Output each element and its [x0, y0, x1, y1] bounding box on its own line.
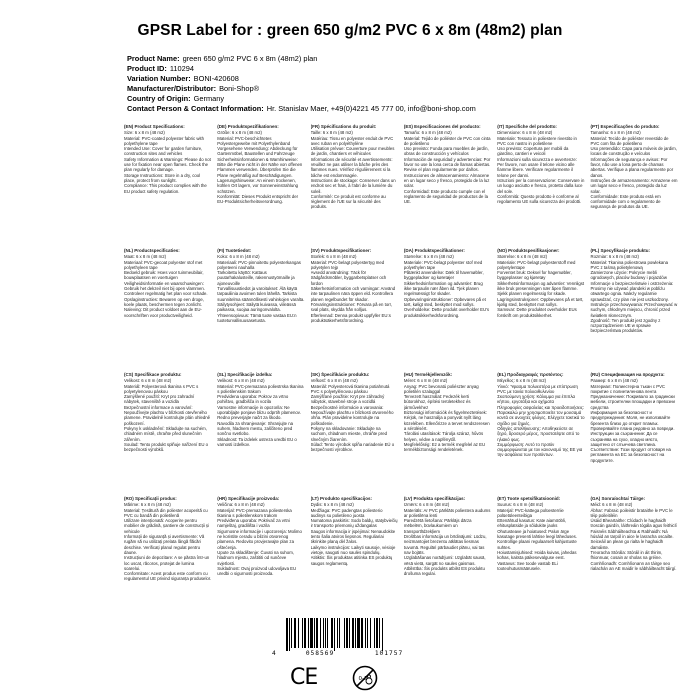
spec-block-sv: (SV) Produktspecifikationer: Storlek: 6 x 8 m (48 m2) Material: PVC-belagt polyestertyg med polyetylen tejp Avsedd användning: Täck för trädgårdsmöbler, byggarbetsplatser och fordon Säkerhetsinformation och varningar: Använd inte tarpaulinen nära öppen eld. Kontrollera planen regelbundet för skador. Förvaringsinstruktioner: Förvara på en torr, sval plats, skydda från solljus. Efterlevnad: Denna produkt uppfyller EU:s produktsäkerhetsförordning.	[310, 248, 396, 323]
meta-product-name: Product Name: green 650 g/m2 PVC 6 x 8m (48m2) plan	[127, 54, 318, 63]
barcode-left-digits: 058569	[305, 650, 335, 657]
spec-block-bg: (RU) Спецификация на продукта: Размер: 6 x 8 m (48 m2) Материал: Полиестерна тъкан с PVC покритие с полиетиленова лента Предназначение: Покривало за градински мебели, строителни площадки и превозни средства Информация за безопасност и предупреждения: Моля, не използвайте брезента близо до открит пламък. Проверявайте плана редовно за повреди. Инструкции за съхранение: Да се съхранява на сухо, хладно място, защитено от слънчева светлина. Съответствие: Този продукт отговаря на регламента на ЕС за безопасност на продуктите.	[590, 372, 675, 463]
spec-band-1	[124, 124, 684, 248]
product-meta	[127, 54, 687, 114]
barcode-digits	[272, 650, 432, 657]
spec-band-4	[124, 496, 684, 620]
spec-block-ga: (GA) Sonraíochtaí Táirge: Méid: 6 x 8 m (48 m2) Ábhar: Fabraic poileistir brataithe le PVC le téip poileitiléin Úsáid Bheartaithe: Clúdach le haghaidh troscán gairdín, láithreáin tógála agus feithiclí Faisnéis Sábháilteachta & Rabhaidh: Ná húsáid an tarpól in aice le lasracha oscailte. Seiceáil an plean go rialta le haghaidh damáiste. Treoracha Stórála: Stóráil in áit thirim, fhionnuar, cosain ar sholas na gréine. Comhlíonadh: Comhlíonann an táirge seo rialachán an AE maidir le sábháilteacht táirgí.	[590, 496, 677, 571]
ean-barcode	[272, 618, 432, 660]
barcode-bars	[286, 618, 428, 648]
spec-block-it: (IT) Specifiche del prodotto: Dimensione: 6 x 8 m (48 m2) Materiale: Tessuto in poliestere rivestito in PVC con nastro in polietilene Uso previsto: Copertura per mobili da giardino, cantieri e veicoli Informazioni sulla sicurezza e avvertenze: Per favore, non usare il telone vicino alle fiamme libere. Verificare regolarmente il telone per danni. Istruzioni per la conservazione: Conservare in un luogo asciutto e fresco, protetto dalla luce del sole. Conformità: Questo prodotto è conforme al regolamento UE sulla sicurezza dei prodotti.	[497, 124, 585, 205]
spec-block-fi: (FI) Tuotetiedot: Koko: 6 x 8 m (48 m2) Materiaali: PVC-pinnoitettu polyesterkangas polyeteeni nauhalla Tarkoitettu käyttö: Kattaus puutarhakalusteille, rakennustyömaille ja ajoneuvoille Turvallisuustiedot ja varoitukset: Älä käytä tarpauliinia avoimen tulen lähellä. Tarkista suunnitelma säännöllisesti vahinkojen varalta. Säilytysohjeet: Säilytä kuivassa, viileässä paikassa, suojaa auringonvalolta. Yhteensopivuus: Tämä tuote vastaa EU:n tuoteturvallisuusasetusta.	[217, 248, 305, 323]
age-0-3-warning-icon	[352, 665, 378, 691]
spec-block-sk: (SK) Špecifikácie produktu: Veľkosť: 6 x 8 m (48 m2) Materiál: Polyesterová tkanina potiahnutá PVC s polyetylénovou páskou Zamýšľané použitie: Kryt pre záhradný nábytok, stavebné stroje a vozidlá Bezpečnostné informácie a varovania: Nepoužívajte plachtu v blízkosti otvoreného ohňa. Plán pravidelne kontrolujte na poškodenie. Pokyny na skladovanie: Skladujte na suchom, chladnom mieste, chráňte pred slnečným žiarením. Súlad: Tento výrobok spĺňa nariadenie EÚ o bezpečnosti výrobkov.	[310, 372, 395, 453]
spec-block-pt: (PT) Especificações do produto: Tamanho: 6 x 8 m (48 m2) Material: Tecido de poliéster revestido de PVC com fita de polietileno Uso pretendido: Capa para móveis de jardim, locais de construção e veículos Informações de segurança e avisos: Por favor, não use a lona perto de chamas abertas. Verifique a plana regularmente por danos. Instruções de armazenamento: Armazene em um lugar seco e fresco, protegido da luz solar. Conformidade: Este produto está em conformidade com o regulamento de segurança de produtos da UE.	[590, 124, 678, 210]
spec-block-lv: (LV) Produkta specifikācijas: Izmērs: 6 x 8 m (48 m2) Materiāls: Ar PVC pārklāts poliestera audums ar polietilēna lenti Paredzētā lietošana: Pārklājs dārza mēbelēm, būvlaukumiem un transportlīdzekļiem Drošības informācija un brīdinājumi: Lūdzu, neizmantojiet brezentu atklātas liesmas tuvumā. Regulāri pārbaudiet plānu, vai tas nav bojāts. Uzglabāšanas norādījumi: Uzglabāt sausā, vēsā vietā, sargāt no saules gaismas. Atbilstība: Šis produkts atbilst ES produktu drošuma regulai.	[403, 496, 491, 577]
spec-block-de: (DE) Produktspezifikationen: Größe: 6 x 8 m (48 m2) Material: PVC-beschichtetes Polyestergewebe mit Polyethylenband Vorgesehene Verwendung: Abdeckung für Gartenmöbel, Baustellen und Fahrzeuge Sicherheitsinformationen & Warnhinweise: Bitte die Plane nicht in der Nähe von offenen Flammen verwenden. Überprüfen Sie die Plane regelmäßig auf Beschädigungen. Lagerungshinweise: An einem trockenen, kühlen Ort lagern, vor Sonneneinstrahlung schützen. Konformität: Dieses Produkt entspricht der EU-Produktsicherheitsverordnung.	[217, 124, 303, 205]
spec-block-pl: (PL) Specyfikacje produktu: Rozmiar: 6 x 8 m (48 m2) Materiał: Tkanina poliestrowa powlekana PVC z taśmą polietylenową Zamierzone użycie: Pokrycie mebli ogrodowych, placów budowy i pojazdów Informacje o bezpieczeństwie i ostrzeżenia: Prosimy nie używać plandeki w pobliżu otwartego ognia. Należy regularnie sprawdzać, czy plan nie jest uszkodzony. Instrukcje przechowywania: Przechowywać w suchym, chłodnym miejscu, chronić przed światłem słonecznym. Zgodność: Ten produkt jest zgodny z rozporządzeniem UE w sprawie bezpieczeństwa produktów.	[590, 248, 678, 334]
spec-block-cs: (CS) Specifikace produktu: Velikost: 6 x 8 m (48 m2) Materiál: Polyesterová tkanina s PVC s polyetylenovou páskou Zamýšlené použití: Kryt pro zahradní nábytek, staveniště a vozidla Bezpečnostní informace a varování: Nepoužívejte plachtu v blízkosti otevřeného plamene. Pravidelně kontrolujte plán ohledně poškození. Pokyny k uskladnění: Skladujte na suchém, chladném místě, chraňte před slunečním zářením. Soulad: Tento produkt splňuje nařízení EU o bezpečnosti výrobků.	[124, 372, 210, 453]
barcode-right-digits: 101757	[374, 650, 404, 657]
spec-block-nl: (NL) Productspecificaties: Maat: 6 x 8 m (48 m2) Materiaal: PVC-gecoat polyester stof met polyethyleen tape Bedoeld gebruik: Hoes voor tuinmeubilair, bouwplaatsen en voertuigen Veiligheidsinformatie en waarschuwingen: Gebruik het dekzeil niet bij open vlammen. Controleer regelmatig het plan voor schade. Opslaginstructies: Bewaren op een droge, koele plaats, beschermen tegen zonlicht. Naleving: Dit product voldoet aan de EU-voorschriften voor productveiligheid.	[124, 248, 208, 318]
spec-block-hr: (HR) Specifikacije proizvoda: Veličina: 6 x 8 m (48 m2) Materijal: PVC-premazana poliesterska tkanina s polietilenskom trakom Predviđena uporaba: Pokrivač za vrtni namještaj, gradilišta i vozila Sigurnosne informacije i upozorenja: Molimo ne koristite ceradu u blizini otvorenog plamena. Redovito provjeravajte plan za oštećenja. Upute za skladištenje: Čuvati na suhom, hladnom mjestu, zaštititi od sunčeve svjetlosti. Sukladnost: Ovaj proizvod udovoljava EU uredbi o sigurnosti proizvoda.	[217, 496, 302, 577]
language-spec-grid	[124, 124, 684, 620]
spec-block-en: (EN) Product Specifications: Size: 6 x 8 m (48 m2) Material: PVC-coated polyester fabric with polyethylene tape Intended Use: Cover for garden furniture, construction sites and vehicles Safety Information & Warnings: Please do not use for fixation near open flames. Check the plan regularly for damage. Storage Instructions: Store in a dry, cool place, protect from sunlight. Compliance: This product complies with the EU product safety regulation.	[124, 124, 211, 194]
meta-variation-number: Variation Number: BONI-420608	[127, 74, 239, 83]
spec-block-es: (ES) Especificaciones del producto: Tamaño: 6 x 8 m (48 m2) Material: Tejido de poliéster de PVC con cinta de polietileno Uso previsto: Funda para muebles de jardín, obras de construcción y vehículos Información de seguridad y advertencias: Por favor no use la lona cerca de llamas abiertas. Revise el plan regularmente por daños. Instrucciones de almacenamiento: Almacene en un lugar seco y fresco, protegido de la luz solar. Conformidad: Este producto cumple con el reglamento de seguridad de productos de la UE.	[403, 124, 491, 205]
barcode-bar	[383, 618, 384, 651]
ce-mark-icon: CE	[290, 665, 318, 690]
spec-band-2	[124, 248, 684, 372]
spec-block-sl: (SL) Specifikacije izdelka: Velikost: 6 x 8 m (48 m2) Material: PVC-premazana poliestrska tkanina s polietilenskim trakom Predvidena uporaba: Pokrov za vrtno pohištvo, gradbišča in vozila Varnostne informacije in opozorila: Ne uporabljajte ponjave blizu odprtih plamenov. Redno preverjajte načrt za škodo. Navodila za shranjevanje: Shranjujte na suhem, hladnem mestu, zaščiteno pred sončno svetlobo. Skladnost: Ta izdelek ustreza uredbi EU o varnosti izdelkov.	[217, 372, 304, 447]
meta-contact: Contact Person & Contact Information: Hr. Stanislav Maer, +49(0)4221 45 777 00, info@boni-shop.com	[127, 104, 476, 113]
spec-block-fr: (FR) Spécifications du produit: Taille: 6 x 8 m (48 m2) Matériau: Tissu en polyester enduit de PVC avec ruban en polyéthylène Utilisation prévue: Couverture pour meubles de jardin, chantiers et véhicules Informations de sécurité et avertissements: Veuillez ne pas utiliser la bâche près des flammes nues. Vérifiez régulièrement si la bâche est endommagée. Instructions de stockage: Conserver dans un endroit sec et frais, à l'abri de la lumière du soleil. Conformité: Ce produit est conforme au règlement de l'UE sur la sécurité des produits.	[310, 124, 396, 210]
spec-band-3	[124, 372, 684, 496]
page-title: GPSR Label for : green 650 g/m2 PVC 6 x 8m (48m2) plan	[137, 22, 563, 39]
spec-block-da: (DA) Produktspecifikationer: Størrelse: 6 x 8 m (48 m2) Materiale: PVC-belagt polyester stof med polyethylen tape Påtænkt anvendelse: Dæk til havemøbler, byggepladser og køretøjer Sikkerhedsinformation og advarsler: Brug ikke tarpaulin nær åben ild. Tjek planen regelmæssigt for skader. Opbevaringsinstruktioner: Opbevares på et tørt, køligt sted, beskyttet mod sollys. Overholdelse: Dette produkt overholder EU's produktsikkerhedsforordning.	[403, 248, 490, 318]
spec-block-lt: (LT) Produkto specifikacijos: Dydis: 6 x 8 m (48 m2) Medžiaga: PVC padengtas poliesterio audinys su polietileno juosta Numatoma paskirtis: Sodo baldų, statybviečių ir transporto priemonių uždangalas Saugos informacija ir įspėjimai: Nenaudokite tento šalia atviros liepsnos. Reguliariai tikrinkite planą dėl žalos. Laikymo instrukcijos: Laikyti sausoje, vėsioje vietoje, saugoti nuo saulės spindulių. Atitiktis: Šis produktas atitinka ES produktų saugos reglamentą.	[310, 496, 398, 566]
meta-manufacturer: Manufacturer/Distributor: Boni-Shop®	[127, 84, 260, 93]
spec-block-no: (NO) Produktspesifikasjoner: Størrelse: 6 x 8 m (48 m2) Materiale: PVC-belagt polyesterstoff med polyetylentape Forventet bruk: Deksel for hagemøbler, byggeplasser og kjøretøy Sikkerhetsinformasjon og advarsler: Vennligst ikke bruk presenningen nær åpen flamme. Sjekk planen regelmessig for skade. Lagringsinstruksjoner: Oppbevares på et tørt, kjølig sted, beskyttet mot sollys. Samsvar: Dette produktet overholder EUs forskrift om produktsikkerhet.	[497, 248, 585, 318]
spec-block-ro: (RO) Specificații produs: Mărime: 6 x 8 m (48 m2) Material: Țesătură din poliester acoperită cu PVC cu bandă din polietilenă Utilizare intenționată: Acoperire pentru mobilier de grădină, șantiere de construcții și vehicule Informații de siguranță și avertismente: Vă rugăm să nu utilizați prelata lângă flăcări deschise. Verificați planul regulat pentru daune. Instrucțiuni de depozitare: A se păstra într-un loc uscat, răcoros, protejat de lumina soarelui. Conformitate: Acest produs este conform cu regulamentul UE privind siguranța produselor.	[124, 496, 212, 582]
spec-block-et: (ET) Toote spetsifikatsioonid: Suurus: 6 x 8 m (48 m2) Materjal: PVC-kattega polüesterriie polüetüleenteibiga Ettenähtud kasutus: Kate aiamööbli, ehitusplatside ja sõidukite jaoks Ohutusteave ja hoiatused: Palun ärge kasutage presenti lahtise leegi läheduses. Kontrollige plaani regulaarselt kahjustuste suhtes. Hoiustamisjuhised: Hoida kuivas, jahedas kohas, kaitsta päikesevalguse eest. Vastavus: See toode vastab ELi tooteohutusmäärusele.	[497, 496, 577, 571]
spec-block-hu: (HU) Termékjellemzők: Méret: 6 x 8 m (48 m2) Anyag: PVC bevonatú poliészter anyag polietilén szalaggal Tervezett használat: Fedezék kerti bútorokhoz, építési területekhez és járművekhez Biztonsági információk és figyelmeztetések: Kérjük, ne használja a ponyvát nyílt láng közelében. Ellenőrizze a tervet rendszeresen a sérülésért. Tárolási utasítások: Tárolja száraz, hűvös helyen, védve a napfénytől. Megfelelőség: Ez a termék megfelel az EU termékbiztonsági rendeletének.	[403, 372, 490, 453]
meta-product-id: Product ID: 110294	[127, 64, 194, 73]
compliance-marks	[290, 665, 410, 693]
barcode-first-digit: 4	[272, 650, 276, 657]
spec-block-el: (EL) Προδιαγραφές προϊόντος: Μέγεθος: 6 x 8 m (48 m2) Υλικό: Ύφασμα πολυεστέρα με επίστρωση PVC με ταινία πολυαιθυλενίου Σκοπούμενη χρήση: Κάλυμμα για έπιπλα κήπου, εργοτάξια και οχήματα Πληροφορίες ασφαλείας και προειδοποιήσεις: Παρακαλώ μην χρησιμοποιείτε τον μουσαμά κοντά σε ανοιχτές φλόγες. Ελέγχετε τακτικά το σχέδιο για ζημιές. Οδηγίες αποθήκευσης: Αποθηκεύστε σε ξηρό, δροσερό μέρος, προστατέψτε από το ηλιακό φως. Συμμόρφωση: Αυτό το προϊόν συμμορφώνεται με τον κανονισμό της ΕΕ για την ασφάλεια των προϊόντων.	[497, 372, 585, 458]
meta-country: Country of Origin: Germany	[127, 94, 225, 103]
svg-text:0-3: 0-3	[358, 676, 368, 682]
